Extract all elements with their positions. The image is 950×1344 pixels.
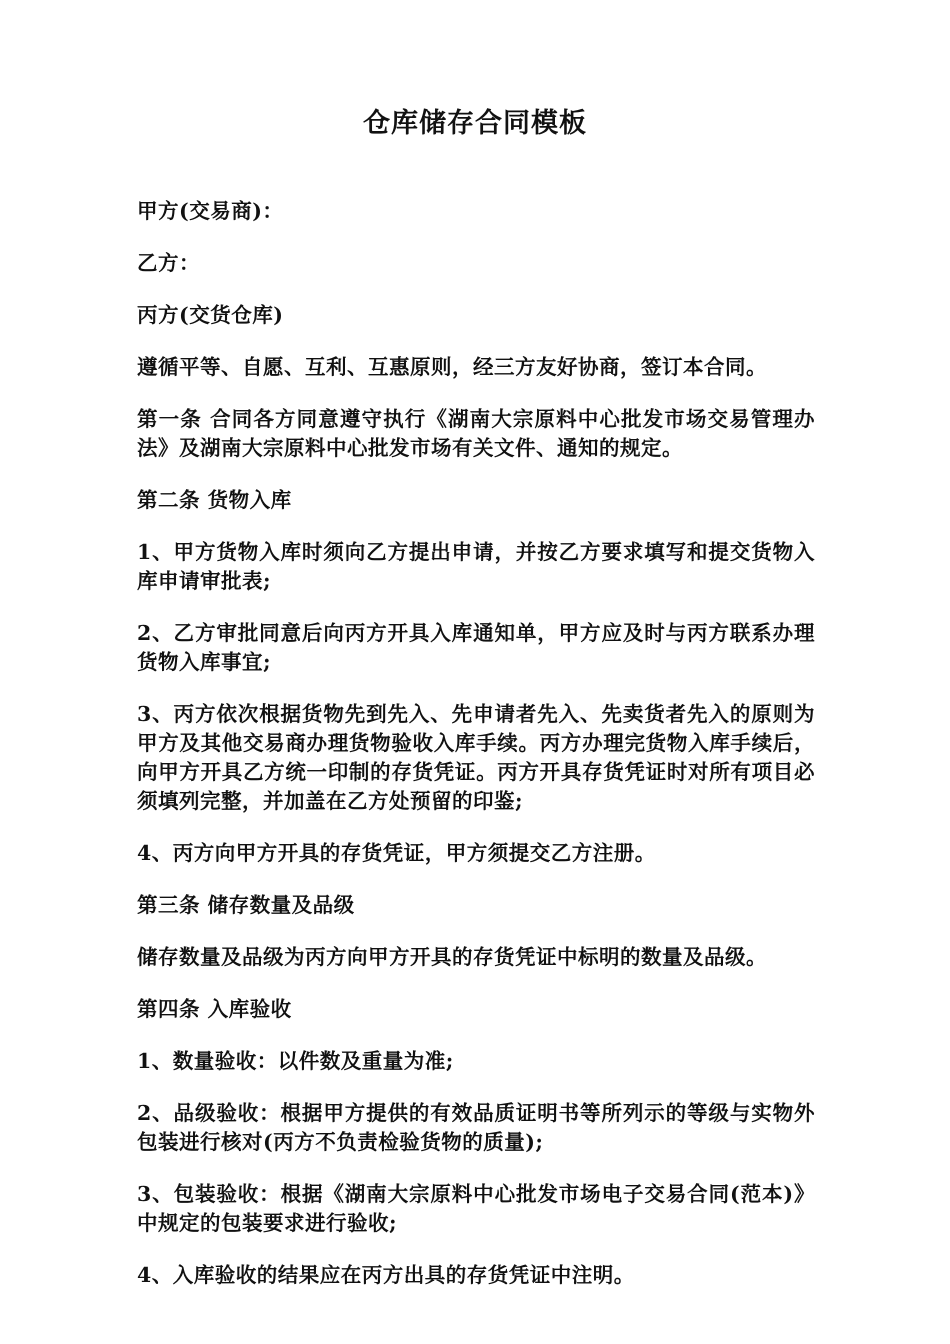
article-4-item-4: 4、入库验收的结果应在丙方出具的存货凭证中注明。 [137,1263,635,1287]
party-a-line: 甲方(交易商)： [137,199,284,223]
preamble-paragraph: 遵循平等、自愿、互利、互惠原则，经三方友好协商，签订本合同。 [137,355,767,379]
article-4-item-2: 2、品级验收：根据甲方提供的有效品质证明书等所列示的等级与实物外包装进行核对(丙方不负责检验货物的质量); [137,1101,815,1154]
document-body [137,197,815,1313]
document-title: 仓库储存合同模板 [363,108,587,139]
party-c-line: 丙方(交货仓库) [137,303,284,327]
article-3-paragraph: 储存数量及品级为丙方向甲方开具的存货凭证中标明的数量及品级。 [137,945,767,969]
article-2-item-2: 2、乙方审批同意后向丙方开具入库通知单，甲方应及时与丙方联系办理货物入库事宜; [137,621,815,674]
article-4-heading: 第四条 入库验收 [137,997,292,1021]
article-4-item-1: 1、数量验收：以件数及重量为准; [137,1049,454,1073]
article-2-item-4: 4、丙方向甲方开具的存货凭证，甲方须提交乙方注册。 [137,841,656,865]
article-4-item-3: 3、包装验收：根据《湖南大宗原料中心批发市场电子交易合同(范本)》中规定的包装要求进行验收; [137,1182,815,1235]
article-1-paragraph: 第一条 合同各方同意遵守执行《湖南大宗原料中心批发市场交易管理办法》及湖南大宗原料中心批发市场有关文件、通知的规定。 [137,407,815,460]
article-2-item-3: 3、丙方依次根据货物先到先入、先申请者先入、先卖货者先入的原则为甲方及其他交易商办理货物验收入库手续。丙方办理完货物入库手续后，向甲方开具乙方统一印制的存货凭证。丙方开具存货凭证时对所有项目必须填列完整，并加盖在乙方处预留的印鉴; [137,702,815,813]
article-2-heading: 第二条 货物入库 [137,488,292,512]
party-b-line: 乙方： [137,251,200,275]
article-2-item-1: 1、甲方货物入库时须向乙方提出申请，并按乙方要求填写和提交货物入库申请审批表; [137,540,815,593]
article-3-heading: 第三条 储存数量及品级 [137,893,355,917]
